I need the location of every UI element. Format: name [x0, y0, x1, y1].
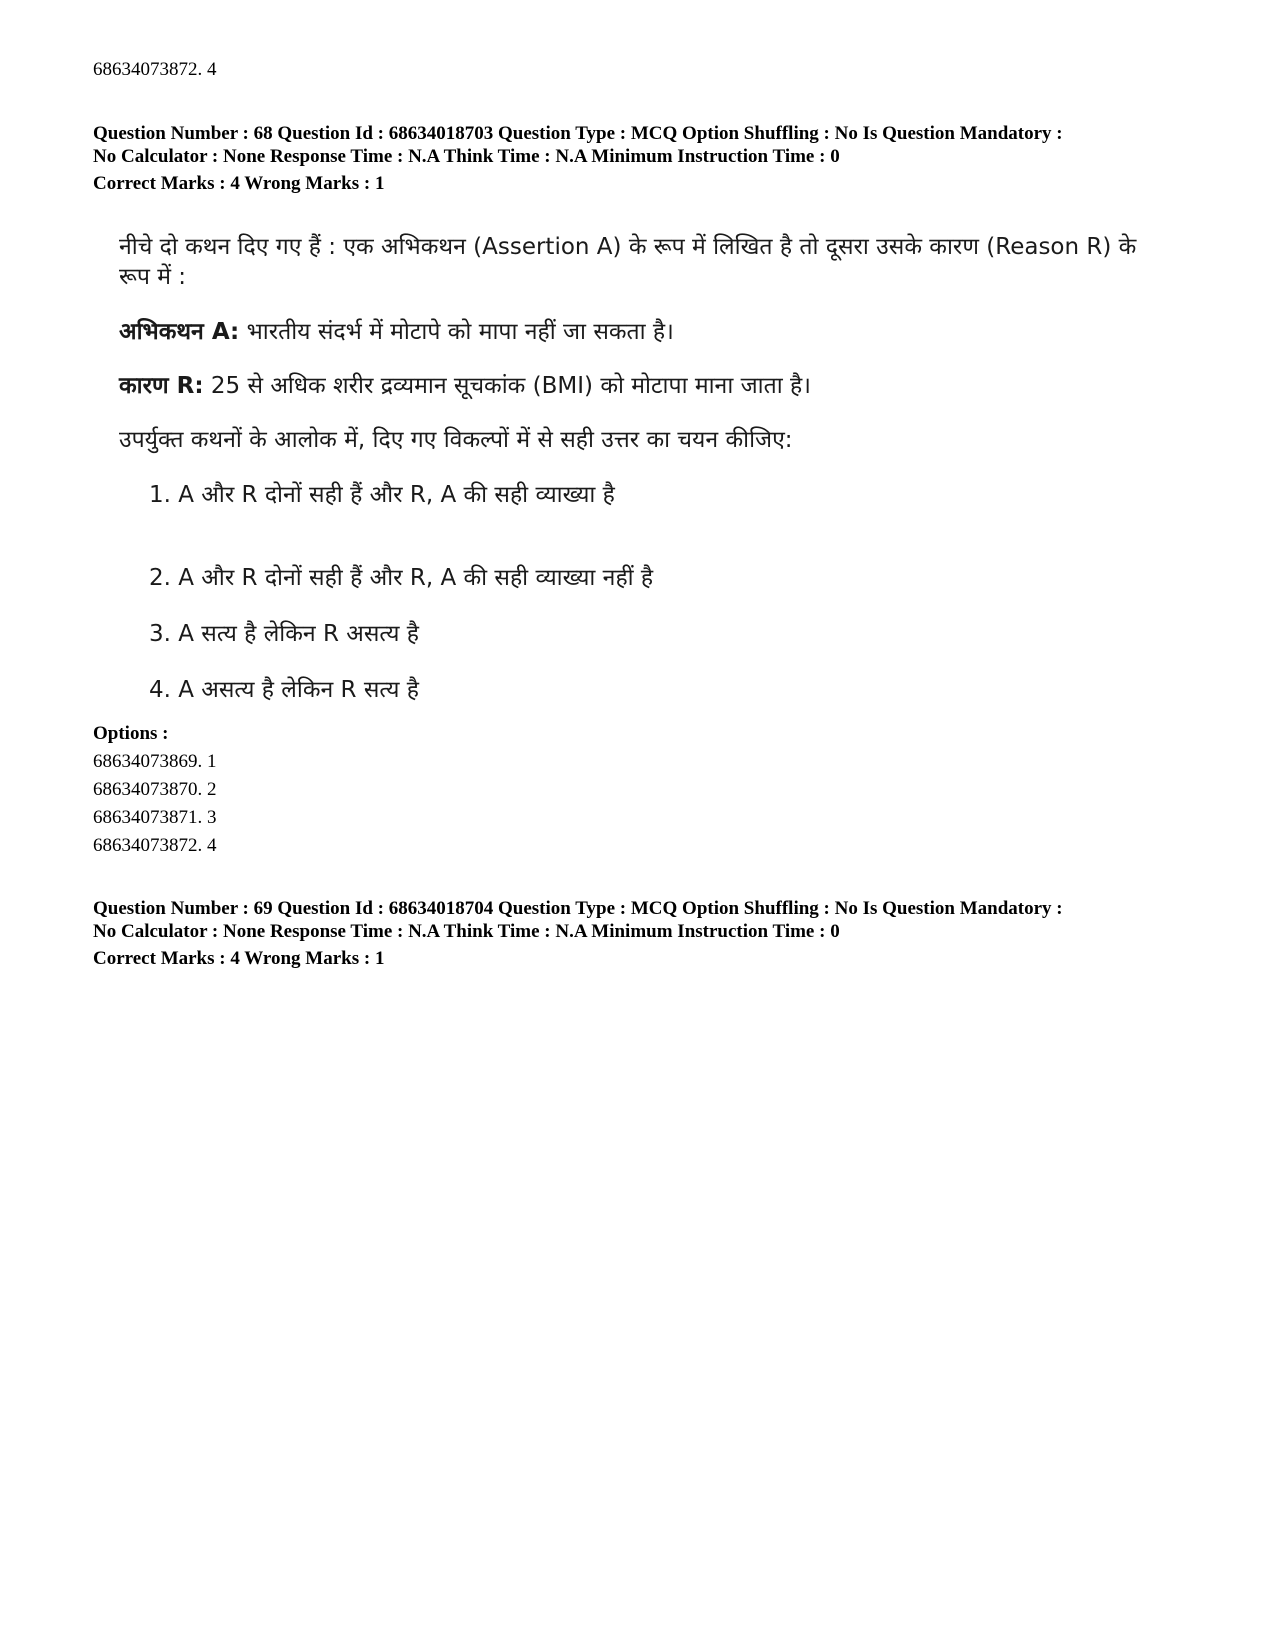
q69-header-line1: Question Number : 69 Question Id : 68634018704 Question Type : MCQ Option Shuffling : No Is Question Mandatory :	[93, 898, 1063, 919]
q68-header-line1: Question Number : 68 Question Id : 68634018703 Question Type : MCQ Option Shuffling : No Is Question Mandatory :	[93, 123, 1063, 144]
q68-option-1: 68634073869. 1	[93, 751, 217, 772]
q68-reason	[119, 371, 1179, 402]
q69-marks-line: Correct Marks : 4 Wrong Marks : 1	[93, 948, 385, 969]
q68-choice-3: 3. A सत्य है लेकिन R असत्य है	[149, 621, 419, 647]
q68-assertion	[119, 317, 1179, 348]
q68-header-line2: No Calculator : None Response Time : N.A Think Time : N.A Minimum Instruction Time : 0	[93, 146, 840, 167]
q68-intro-line1: नीचे दो कथन दिए गए हैं : एक अभिकथन (Assertion A) के रूप में लिखित है तो दूसरा उसके कारण (Reason R) के	[119, 234, 1137, 260]
q68-option-2: 68634073870. 2	[93, 779, 217, 800]
q68-choice-4: 4. A असत्य है लेकिन R सत्य है	[149, 677, 419, 703]
q68-marks-line: Correct Marks : 4 Wrong Marks : 1	[93, 173, 385, 194]
q68-instruction: उपर्युक्त कथनों के आलोक में, दिए गए विकल्पों में से सही उत्तर का चयन कीजिए:	[119, 427, 793, 453]
q68-option-3: 68634073871. 3	[93, 807, 217, 828]
assertion-text: भारतीय संदर्भ में मोटापे को मापा नहीं जा सकता है।	[239, 319, 674, 345]
q68-intro-line2: रूप में :	[119, 264, 187, 290]
q68-choice-2: 2. A और R दोनों सही हैं और R, A की सही व्याख्या नहीं है	[149, 565, 654, 591]
assertion-label: अभिकथन A:	[119, 319, 240, 345]
q68-options-heading: Options :	[93, 723, 169, 744]
reason-label: कारण R:	[119, 373, 204, 399]
previous-option-line: 68634073872. 4	[93, 59, 217, 80]
reason-text: 25 से अधिक शरीर द्रव्यमान सूचकांक (BMI) को मोटापा माना जाता है।	[203, 373, 811, 399]
q68-choice-1: 1. A और R दोनों सही हैं और R, A की सही व्याख्या है	[149, 482, 615, 508]
q68-option-4: 68634073872. 4	[93, 835, 217, 856]
q69-header-line2: No Calculator : None Response Time : N.A Think Time : N.A Minimum Instruction Time : 0	[93, 921, 840, 942]
